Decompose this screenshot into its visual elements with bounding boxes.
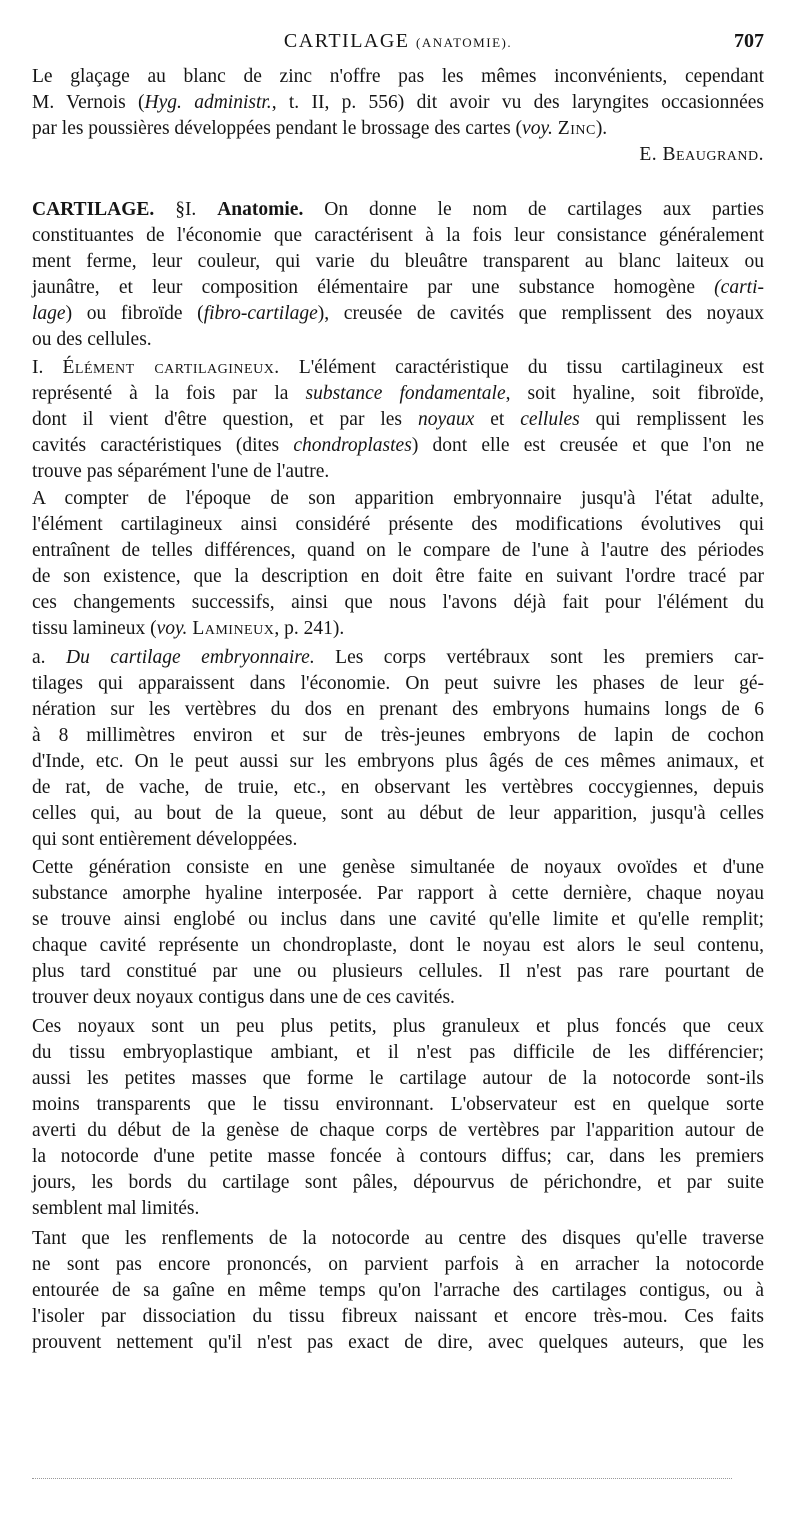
text-line: prouvent nettement qu'il n'est pas exact de dire, avec quelques auteurs, que les (32, 1332, 764, 1353)
styled-phrase: Du cartilage embryonnaire. (66, 647, 315, 668)
text-line: l'isoler par dissociation du tissu fibreux naissant et encore très-mou. Ces faits (32, 1306, 764, 1327)
text-line: lage) ou fibroïde (fibro-cartilage), creusée de cavités que remplissent des noyaux (32, 303, 765, 324)
text-line: dont il vient d'être question, et par les noyaux et cellules qui remplissent les (32, 409, 764, 430)
styled-phrase: substance fondamentale (305, 383, 506, 404)
styled-phrase: Zinc (557, 118, 596, 139)
styled-phrase: lage (32, 303, 66, 324)
text-line: constituantes de l'économie que caractérisent à la fois leur consistance généralement (32, 225, 764, 246)
styled-phrase: cellules (520, 409, 580, 430)
styled-phrase: CARTILAGE. (32, 199, 155, 220)
styled-phrase: Élément cartilagineux. (62, 357, 280, 378)
text-line: à 8 millimètres environ et sur de très-jeunes embryons de lapin de cochon (32, 725, 764, 746)
text-line: de son existence, que la description en doit être faite en suivant l'ordre tracé par (32, 566, 764, 587)
text-line: ment ferme, leur couleur, qui varie du bleuâtre transparent au blanc laiteux ou (32, 251, 764, 272)
text-line: l'élément cartilagineux ainsi considéré présente des modifications évolutives qui (32, 514, 764, 535)
text-line: A compter de l'époque de son apparition embryonnaire jusqu'à l'état adulte, (32, 488, 764, 509)
text-line: celles qui, au bout de la queue, sont au début de leur apparition, jusqu'à celles (32, 803, 764, 824)
page-number: 707 (734, 30, 764, 52)
text-line: trouver deux noyaux contigus dans une de ces cavités. (32, 987, 455, 1008)
header-title (32, 30, 764, 53)
text-line: Ces noyaux sont un peu plus petits, plus granuleux et plus foncés que ceux (32, 1016, 764, 1037)
text-line: Le glaçage au blanc de zinc n'offre pas les mêmes inconvénients, cependant (32, 66, 764, 87)
text-line: jours, les bords du cartilage sont pâles, dépourvus de périchondre, et par suite (32, 1172, 764, 1193)
text-line: Tant que les renflements de la notocorde au centre des disques qu'elle traverse (32, 1228, 764, 1249)
styled-phrase: noyaux (417, 409, 475, 430)
text-line: M. Vernois (Hyg. administr., t. II, p. 556) dit avoir vu des laryngites occasionnées (32, 92, 765, 113)
text-line: jaunâtre, et leur composition élémentaire par une substance homogène (carti- (32, 277, 764, 298)
text-line: se trouve ainsi englobé ou inclus dans une cavité qu'elle limite et qu'elle remplit; (32, 909, 764, 930)
text-line: substance amorphe hyaline interposée. Par rapport à cette dernière, chaque noyau (32, 883, 764, 904)
text-line: de rat, de vache, de truie, etc., en observant les vertèbres coccygiennes, depuis (32, 777, 764, 798)
text-line: par les poussières développées pendant le brossage des cartes (voy. Zinc). (32, 118, 608, 139)
text-line: ne sont pas encore prononcés, on parvient parfois à en arracher la notocorde (32, 1254, 764, 1275)
text-line: la notocorde d'une petite masse foncée à contours diffus; car, dans les premiers (32, 1146, 764, 1167)
footer-rule (32, 1478, 732, 1479)
text-line: entraînent de telles différences, quand on le compare de l'une à l'autre des périodes (32, 540, 764, 561)
styled-phrase: fibro-cartilage (203, 303, 318, 324)
text-line: qui sont entièrement développées. (32, 829, 298, 850)
text-line: ces changements successifs, ainsi que nous l'avons déjà fait pour l'élément du (32, 592, 764, 613)
text-line: chaque cavité représente un chondroplaste, dont le noyau est alors le seul contenu, (32, 935, 764, 956)
text-line: semblent mal limités. (32, 1198, 200, 1219)
subsection-heading-line: a. Du cartilage embryonnaire. Les corps vertébraux sont les premiers car- (32, 647, 764, 668)
styled-phrase: Lamineux (192, 618, 275, 639)
entry-heading-line: CARTILAGE. §I. Anatomie. On donne le nom de cartilages aux parties (32, 199, 764, 220)
author-signature: E. Beaugrand. (639, 144, 764, 165)
styled-phrase: Anatomie. (217, 199, 304, 220)
text-line: entourée de sa gaîne en même temps qu'on l'arrache des cartilages contigus, ou à (32, 1280, 764, 1301)
running-header (32, 30, 764, 56)
text-line: d'Inde, etc. On le peut aussi sur les embryons plus âgés de ces mêmes animaux, et (32, 751, 764, 772)
header-subtitle: (ANATOMIE). (416, 35, 513, 50)
text-line: plus tard constitué par une ou plusieurs cellules. Il n'est pas rare pourtant de (32, 961, 764, 982)
styled-phrase: voy. (522, 118, 553, 139)
text-line: ou des cellules. (32, 329, 152, 350)
styled-phrase: (carti- (714, 277, 764, 298)
header-title-text: CARTILAGE (283, 30, 410, 52)
section-heading-line: I. Élément cartilagineux. L'élément caractéristique du tissu cartilagineux est (32, 357, 765, 378)
text-line: tilages qui apparaissent dans l'économie. On peut suivre les phases de leur gé- (32, 673, 764, 694)
styled-phrase: voy. (156, 618, 188, 639)
text-line: nération sur les vertèbres du dos en prenant des embryons humains longs de 6 (32, 699, 764, 720)
styled-phrase: chondroplastes (293, 435, 412, 456)
text-line: averti du début de la genèse de chaque corps de vertèbres par l'apparition autour de (32, 1120, 764, 1141)
text-line: moins transparents que le tissu environnant. L'observateur est en quelque sorte (32, 1094, 764, 1115)
text-line: trouve pas séparément l'une de l'autre. (32, 461, 330, 482)
text-line: tissu lamineux (voy. Lamineux, p. 241). (32, 618, 345, 639)
text-line: aussi les petites masses que forme le cartilage autour de la notocorde sont-ils (32, 1068, 764, 1089)
text-line: cavités caractéristiques (dites chondroplastes) dont elle est creusée et que l'on ne (32, 435, 764, 456)
text-line: Cette génération consiste en une genèse simultanée de noyaux ovoïdes et d'une (32, 857, 764, 878)
text-line: représenté à la fois par la substance fondamentale, soit hyaline, soit fibroïde, (32, 383, 764, 404)
text-line: du tissu embryoplastique ambiant, et il n'est pas difficile de les différencier; (32, 1042, 764, 1063)
styled-phrase: Hyg. administr. (144, 92, 272, 113)
